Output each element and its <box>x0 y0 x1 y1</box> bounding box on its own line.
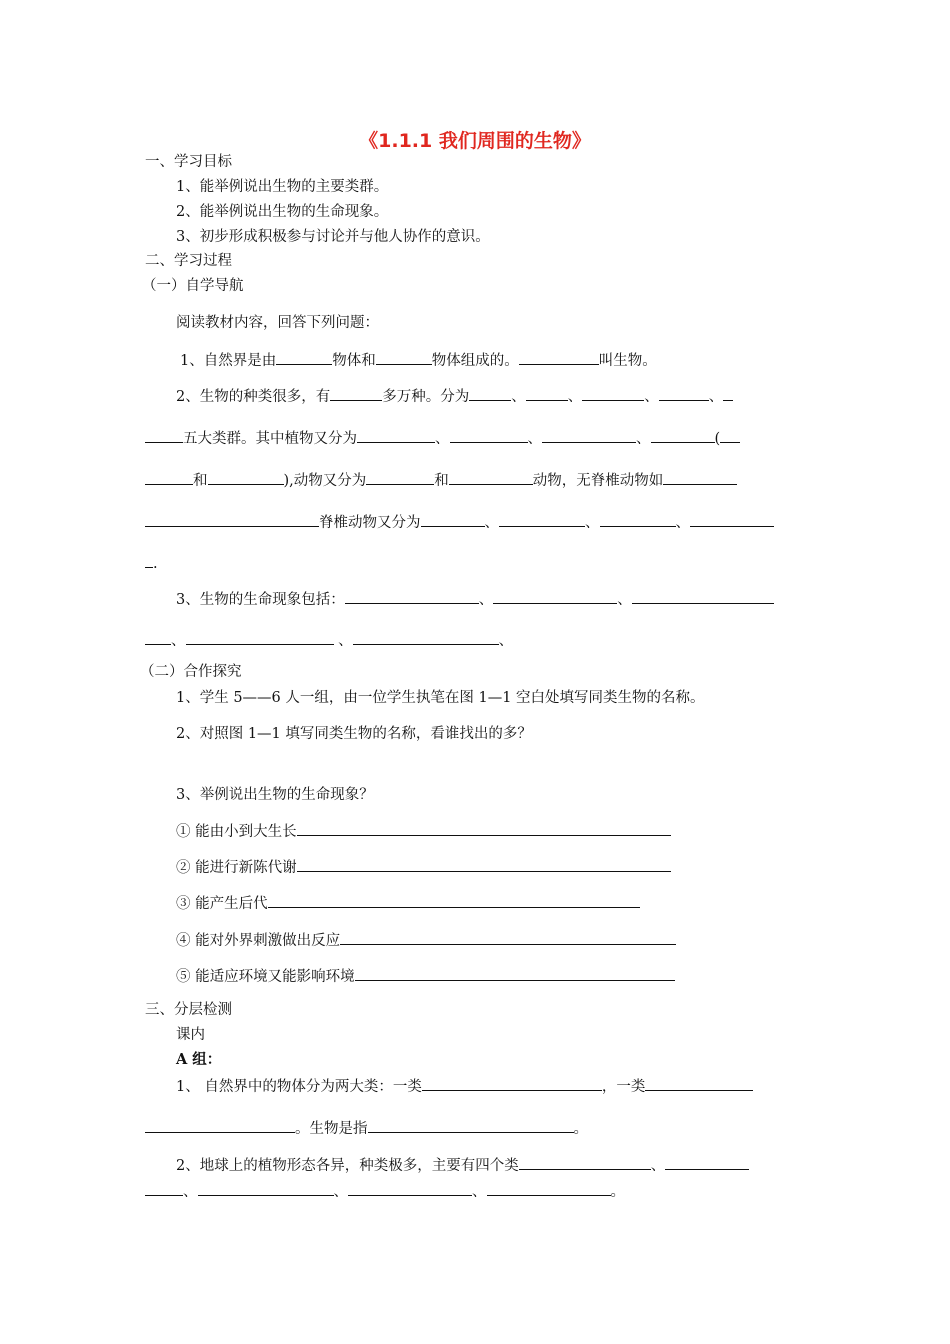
answer-blank[interactable] <box>353 630 499 645</box>
separator: 、 <box>567 389 583 405</box>
question-text: 物体和 <box>332 353 376 369</box>
answer-blank[interactable] <box>297 821 671 836</box>
answer-blank[interactable] <box>330 386 382 401</box>
phenomenon-item <box>176 930 676 950</box>
separator: 、 <box>478 592 494 608</box>
answer-blank[interactable] <box>720 428 740 443</box>
question-text: 多万种。分为 <box>382 389 470 405</box>
activity-item: 3、举例说出生物的生命现象？ <box>176 787 374 803</box>
separator: 、 <box>183 1184 198 1200</box>
answer-blank[interactable] <box>145 1118 295 1133</box>
answer-blank[interactable] <box>665 1155 749 1170</box>
separator: 、 <box>708 389 724 405</box>
answer-blank[interactable] <box>600 512 676 527</box>
question-text: 3、生物的生命现象包括： <box>176 592 345 608</box>
question-text: 和 <box>434 473 449 489</box>
separator: 、 <box>650 1158 666 1174</box>
question-text: 叫生物。 <box>598 353 657 369</box>
question-text: 脊椎动物又分为 <box>319 515 421 531</box>
answer-blank[interactable] <box>582 386 644 401</box>
answer-blank[interactable] <box>276 350 332 365</box>
section-heading: 一、学习目标 <box>145 154 232 170</box>
separator: 、 <box>171 633 186 649</box>
answer-blank[interactable] <box>357 428 435 443</box>
test-question-2-line-1 <box>176 1155 749 1175</box>
question-2-line-4 <box>145 512 774 532</box>
question-text: 五大类群。其中植物又分为 <box>183 431 357 447</box>
group-label: A 组： <box>176 1051 222 1068</box>
separator: 、 <box>644 389 659 405</box>
answer-blank[interactable] <box>366 470 434 485</box>
separator: 、 <box>338 633 353 649</box>
separator: 。 <box>610 1184 625 1200</box>
answer-blank[interactable] <box>449 470 533 485</box>
answer-blank[interactable] <box>348 1181 472 1196</box>
paren: ( <box>714 431 721 447</box>
separator: 、 <box>585 515 600 531</box>
answer-blank[interactable] <box>145 553 153 568</box>
answer-blank[interactable] <box>376 350 432 365</box>
phenomenon-label: ① 能由小到大生长 <box>176 824 297 840</box>
answer-blank[interactable] <box>268 893 640 908</box>
answer-blank[interactable] <box>469 386 511 401</box>
phenomenon-item <box>176 893 640 913</box>
test-question-1-line-2 <box>145 1118 588 1138</box>
question-text: 1、 自然界中的物体分为两大类：一类 <box>176 1079 422 1095</box>
answer-blank[interactable] <box>208 470 284 485</box>
phenomenon-label: ④ 能对外界刺激做出反应 <box>176 933 341 949</box>
answer-blank[interactable] <box>632 589 774 604</box>
answer-blank[interactable] <box>340 930 676 945</box>
answer-blank[interactable] <box>198 1181 334 1196</box>
answer-blank[interactable] <box>345 589 479 604</box>
answer-blank[interactable] <box>659 386 709 401</box>
separator: 、 <box>617 592 632 608</box>
answer-blank[interactable] <box>499 512 585 527</box>
phenomenon-item <box>176 966 675 986</box>
answer-blank[interactable] <box>145 428 183 443</box>
question-text: 。 <box>573 1121 588 1137</box>
answer-blank[interactable] <box>145 1181 183 1196</box>
question-text: 1、自然界是由 <box>180 353 277 369</box>
objective-item: 3、初步形成积极参与讨论并与他人协作的意识。 <box>176 229 490 245</box>
question-2-line-3 <box>145 470 737 490</box>
section-heading: 三、分层检测 <box>145 1002 232 1018</box>
answer-blank[interactable] <box>422 1076 602 1091</box>
question-text: . <box>153 556 158 572</box>
answer-blank[interactable] <box>542 428 636 443</box>
question-2-line-1 <box>176 386 733 406</box>
answer-blank[interactable] <box>421 512 485 527</box>
answer-blank[interactable] <box>526 386 568 401</box>
answer-blank[interactable] <box>145 512 319 527</box>
answer-blank[interactable] <box>519 1155 651 1170</box>
question-2-line-5 <box>145 553 158 573</box>
separator: 、 <box>527 431 542 447</box>
objective-item: 1、能举例说出生物的主要类群。 <box>176 179 389 195</box>
question-text: 物体组成的。 <box>431 353 519 369</box>
separator: 、 <box>435 431 450 447</box>
section-heading: 二、学习过程 <box>145 253 232 269</box>
separator: 、 <box>472 1184 487 1200</box>
phenomenon-label: ③ 能产生后代 <box>176 896 268 912</box>
phenomenon-item <box>176 821 671 841</box>
subsection-heading: （二）合作探究 <box>140 664 242 680</box>
question-2-line-2 <box>145 428 740 448</box>
separator: 、 <box>511 389 526 405</box>
phenomenon-label: ⑤ 能适应环境又能影响环境 <box>176 969 355 985</box>
page-title: 《1.1.1 我们周围的生物》 <box>359 130 591 152</box>
separator: 、 <box>484 515 499 531</box>
answer-blank[interactable] <box>645 1076 753 1091</box>
question-text: 2、生物的种类很多，有 <box>176 389 331 405</box>
separator: 、 <box>333 1184 348 1200</box>
question-3-line-1 <box>176 589 774 609</box>
phenomenon-label: ② 能进行新陈代谢 <box>176 860 297 876</box>
phenomenon-item <box>176 857 671 877</box>
activity-item: 2、对照图 1—1 填写同类生物的名称，看谁找出的多？ <box>176 726 532 742</box>
answer-blank[interactable] <box>663 470 737 485</box>
answer-blank[interactable] <box>145 470 193 485</box>
instruction-text: 阅读教材内容，回答下列问题： <box>176 315 379 331</box>
question-text: 2、地球上的植物形态各异，种类极多，主要有四个类 <box>176 1158 519 1174</box>
subsection-heading: （一）自学导航 <box>142 278 244 294</box>
answer-blank[interactable] <box>493 589 617 604</box>
answer-blank[interactable] <box>690 512 774 527</box>
answer-blank[interactable] <box>519 350 599 365</box>
subsection-heading: 课内 <box>176 1027 205 1043</box>
test-question-1-line-1 <box>176 1076 753 1096</box>
answer-blank[interactable] <box>651 428 715 443</box>
objective-item: 2、能举例说出生物的生命现象。 <box>176 204 389 220</box>
answer-blank[interactable] <box>487 1181 611 1196</box>
separator: 、 <box>498 633 514 649</box>
answer-blank[interactable] <box>297 857 671 872</box>
answer-blank[interactable] <box>186 630 334 645</box>
question-text: ，一类 <box>601 1079 646 1095</box>
separator: 、 <box>636 431 651 447</box>
question-text: 。生物是指 <box>295 1121 368 1137</box>
answer-blank[interactable] <box>723 386 733 401</box>
separator: 、 <box>675 515 690 531</box>
question-1 <box>180 350 657 370</box>
answer-blank[interactable] <box>368 1118 574 1133</box>
question-text: 动物，无脊椎动物如 <box>532 473 664 489</box>
activity-item: 1、学生 5——6 人一组，由一位学生执笔在图 1—1 空白处填写同类生物的名称。 <box>176 690 705 706</box>
question-text: 和 <box>193 473 208 489</box>
question-text: ),动物又分为 <box>283 473 367 489</box>
answer-blank[interactable] <box>355 966 675 981</box>
answer-blank[interactable] <box>145 630 171 645</box>
answer-blank[interactable] <box>450 428 528 443</box>
question-3-line-2 <box>145 630 513 650</box>
test-question-2-line-2 <box>145 1181 625 1201</box>
